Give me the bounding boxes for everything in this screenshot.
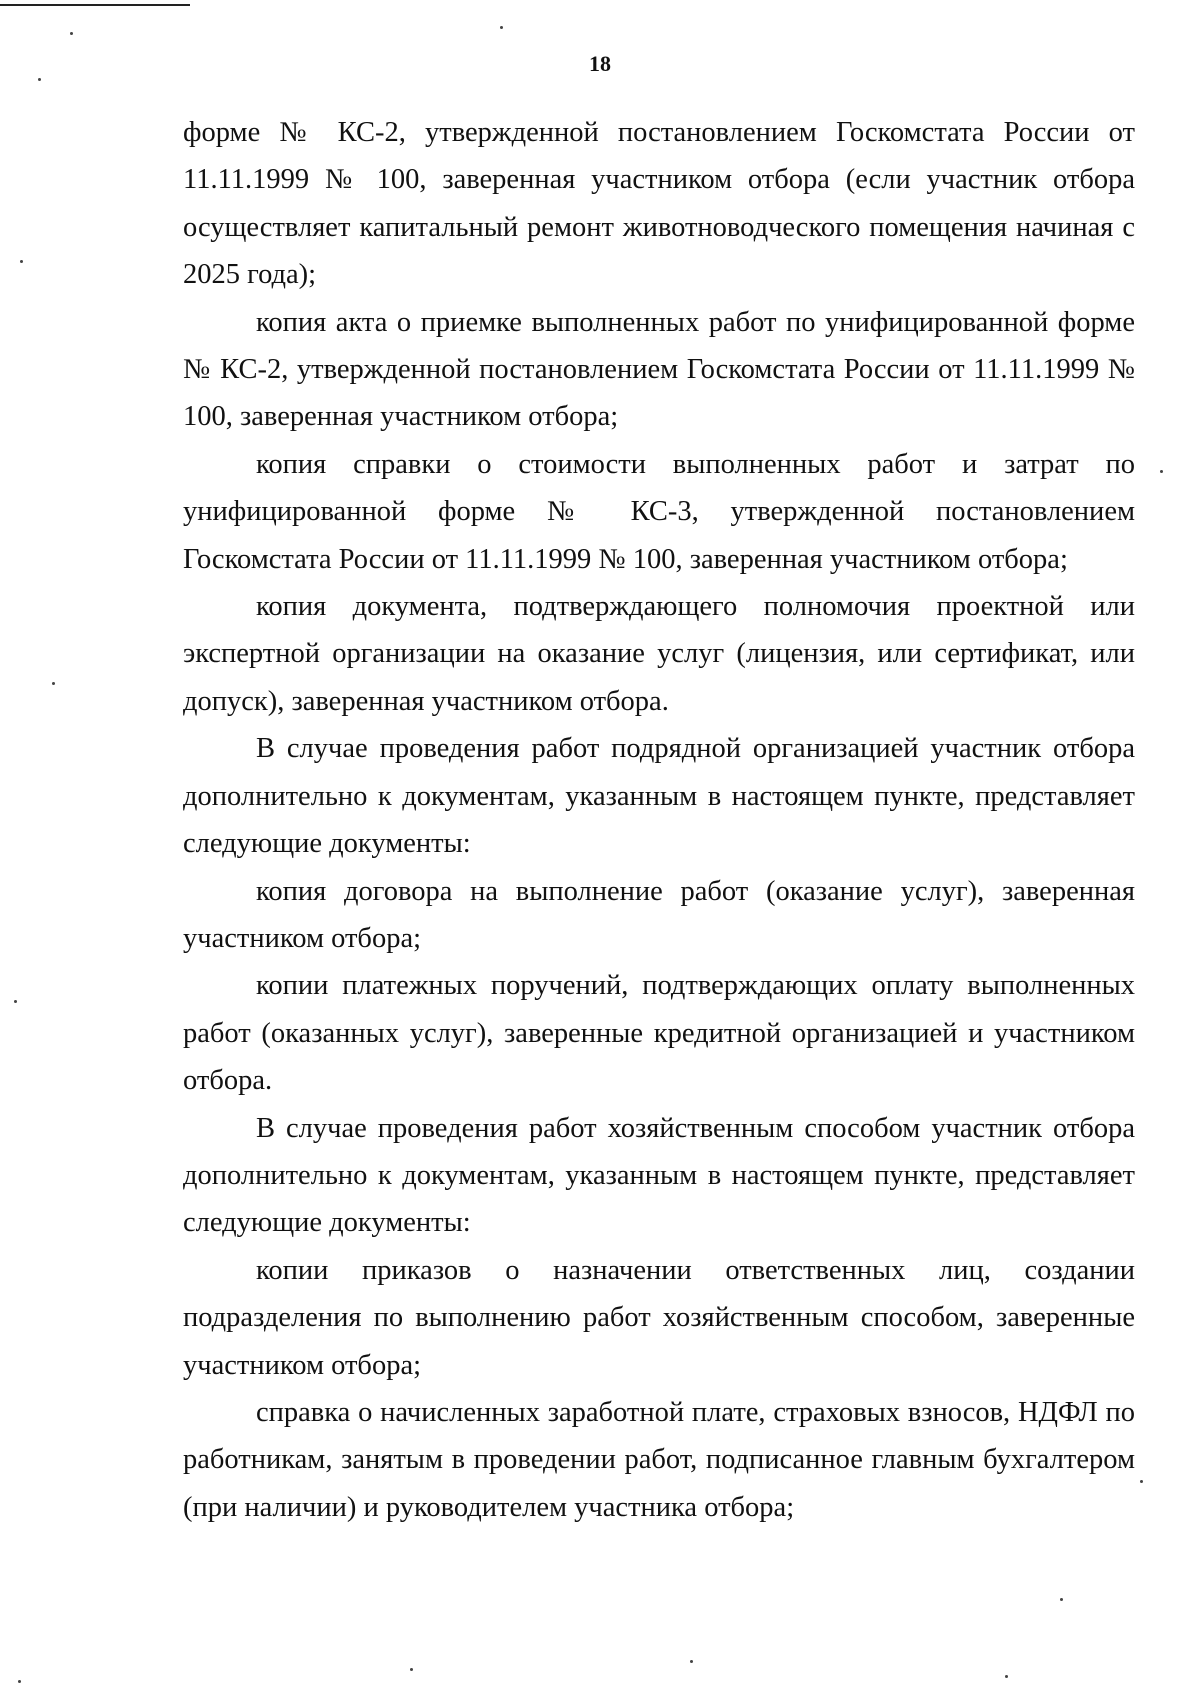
page-number: 18 — [589, 51, 611, 76]
paragraph-ks2-act: копия акта о приемке выполненных работ по унифицированной форме № КС-2, утвержденной постановлением Госкомстата России от 11.11.1999 № 100, заверенная участником отбора; — [183, 306, 1135, 433]
scan-speck — [1005, 1675, 1008, 1678]
paragraph-continuation: форме № КС-2, утвержденной постановлением Госкомстата России от 11.11.1999 № 100, заверенная участником отбора (если участник отбора осуществляет капитальный ремонт животноводческого помещения начиная с 2025 года); — [183, 117, 1135, 291]
scan-speck — [70, 32, 73, 35]
paragraph-ks3-certificate: копия справки о стоимости выполненных работ и затрат по унифицированной форме № КС-3, утвержденной постановлением Госкомстата России от 11.11.1999 № 100, заверенная участником отбора; — [183, 448, 1135, 575]
scan-edge-line — [0, 4, 190, 6]
paragraph-contractor-case: В случае проведения работ подрядной организацией участник отбора дополнительно к документам, указанным в настоящем пункте, представляет следующие документы: — [183, 733, 1135, 860]
scan-speck — [20, 260, 23, 263]
paragraph-own-resources-case: В случае проведения работ хозяйственным способом участник отбора дополнительно к документам, указанным в настоящем пункте, представляет следующие документы: — [183, 1112, 1135, 1239]
scan-speck — [38, 78, 41, 81]
paragraph-orders-copies: копии приказов о назначении ответственных лиц, создании подразделения по выполнению работ хозяйственным способом, заверенные участником отбора; — [183, 1254, 1135, 1381]
scan-speck — [14, 1000, 17, 1003]
scan-speck — [18, 1680, 21, 1683]
document-body — [183, 109, 1135, 1531]
paragraph-salary-certificate: справка о начисленных заработной плате, страховых взносов, НДФЛ по работникам, занятым в проведении работ, подписанное главным бухгалтером (при наличии) и руководителем участника отбора; — [183, 1396, 1135, 1523]
paragraph-organization-license: копия документа, подтверждающего полномочия проектной или экспертной организации на оказание услуг (лицензия, или сертификат, или допуск), заверенная участником отбора. — [183, 591, 1135, 717]
scan-speck — [1160, 470, 1163, 473]
paragraph-contract-copy: копия договора на выполнение работ (оказание услуг), заверенная участником отбора; — [183, 875, 1135, 954]
scan-speck — [52, 682, 55, 685]
scan-speck — [1060, 1598, 1063, 1601]
paragraph-payment-orders: копии платежных поручений, подтверждающих оплату выполненных работ (оказанных услуг), заверенные кредитной организацией и участником отбора. — [183, 970, 1135, 1097]
scan-speck — [1140, 1480, 1143, 1483]
scan-speck — [410, 1668, 413, 1671]
scan-speck — [500, 26, 503, 29]
scan-speck — [690, 1660, 693, 1663]
